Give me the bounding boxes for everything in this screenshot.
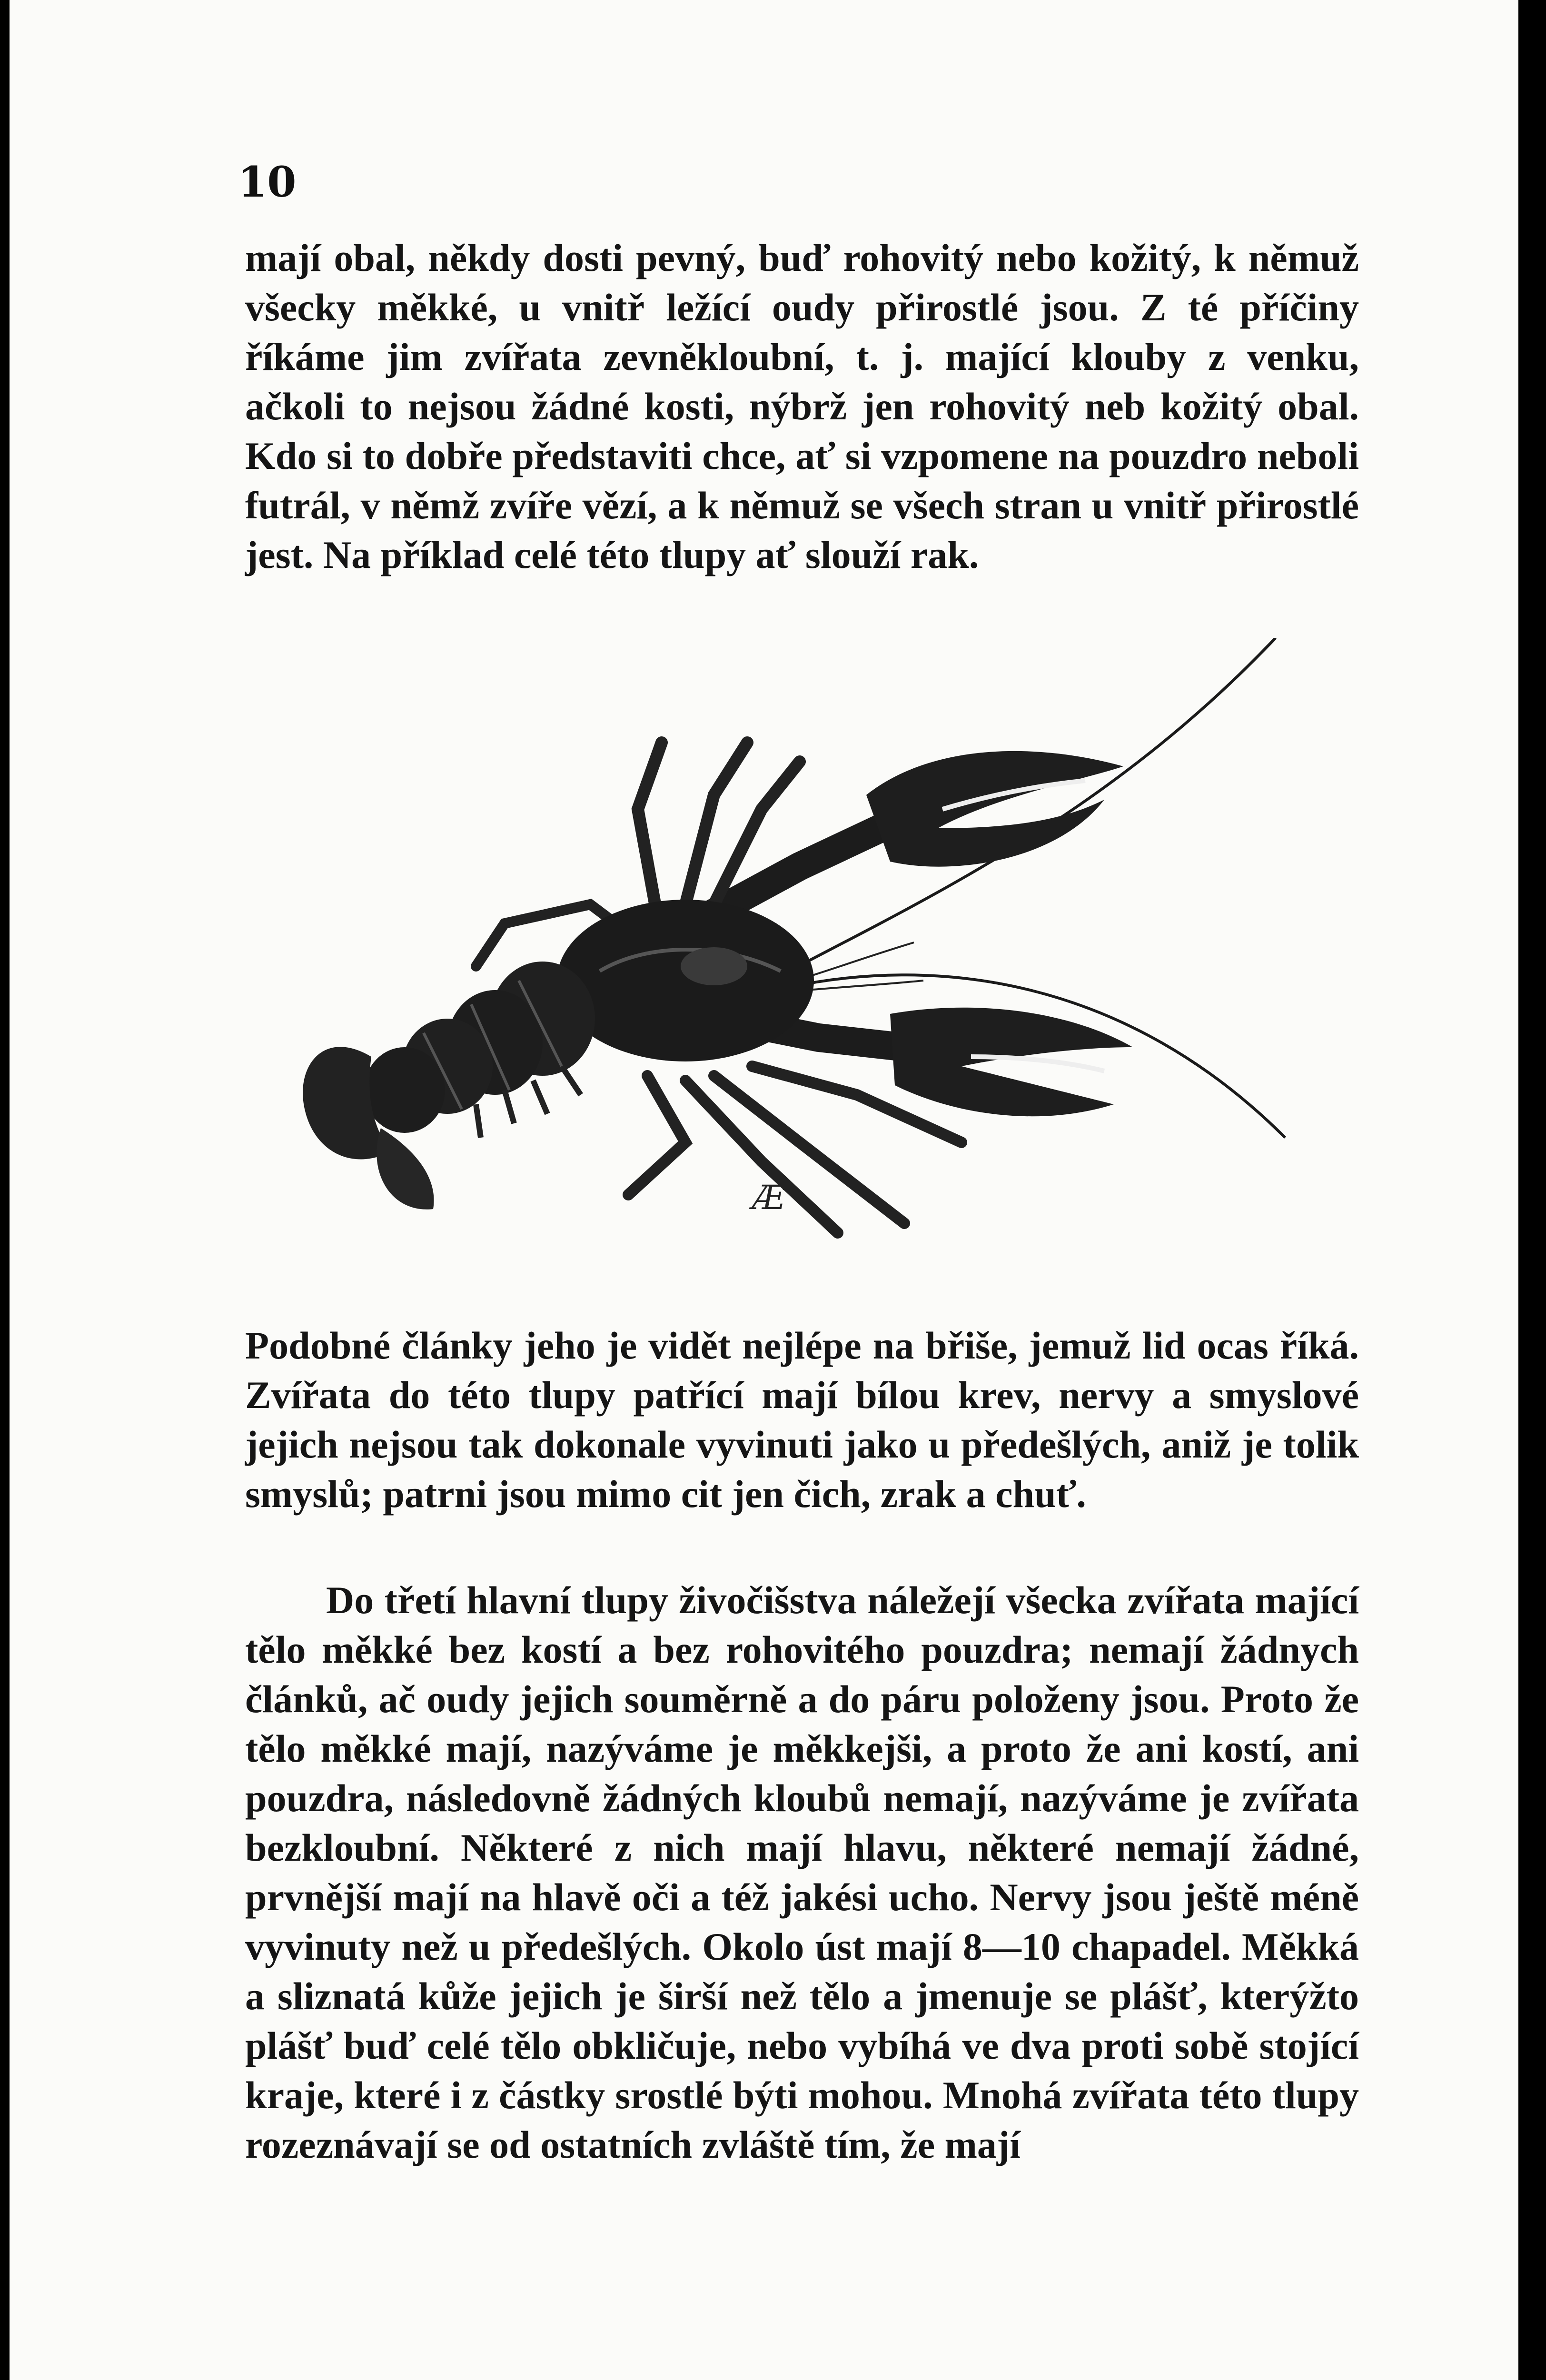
artist-signature: Æ [752,1178,786,1217]
page-number: 10 [238,157,297,207]
crayfish-illustration [295,638,1304,1304]
paragraph-arthropods: mají obal, někdy dosti pevný, buď rohovitý nebo kožitý, k němuž všecky měkké, u vnitř ležící oudy přirostlé jsou. Z té příčiny říkáme jim zvířata zevněkloubní, t. j. mající klouby z venku, ačkoli to nejsou žádné kosti, nýbrž jen rohovitý neb kožitý obal. Kdo si to dobře představiti chce, ať si vzpomene na pouzdro neboli futrál, v němž zvíře vězí, a k němuž se všech stran u vnitř přirostlé jest. Na příklad celé této tlupy ať slouží rak. [245,236,1359,576]
book-page [10,0,1518,2380]
paragraph-abdomen: Podobné články jeho je vidět nejlépe na břiše, jemuž lid ocas říká. Zvířata do této tlupy patřící mají bílou krev, nervy a smyslové jejich nejsou tak dokonale vyvinuti jako u předešlých, aniž je tolik smyslů; patrni jsou mimo cit jen čich, zrak a chuť. [245,1324,1359,1516]
crayfish-engraving [295,638,1304,1304]
paragraph-third-group: Do třetí hlavní tlupy živočišstva náležejí všecka zvířata mající tělo měkké bez kostí a bez rohovitého pouzdra; nemají žádnych článků, ač oudy jejich souměrně a do páru položeny jsou. Proto že tělo měkké mají, nazýváme je měkkejši, a proto že ani kostí, ani pouzdra, následovně žádných kloubů nemají, nazýváme je zvířata bezkloubní. Některé z nich mají hlavu, některé nemají žádné, prvnější mají na hlavě oči a též jakési ucho. Nervy jsou ještě méně vyvinuty než u předešlých. Okolo úst mají 8—10 chapadel. Měkká a sliznatá kůže jejich je širší než tělo a jmenuje se plášť, kterýžto plášť buď celé tělo obkličuje, nebo vybíhá ve dva proti sobě stojící kraje, které i z částky srostlé býti mohou. Mnohá zvířata této tlupy rozeznávají se od ostatních zvláště tím, že mají [245,1578,1359,2166]
